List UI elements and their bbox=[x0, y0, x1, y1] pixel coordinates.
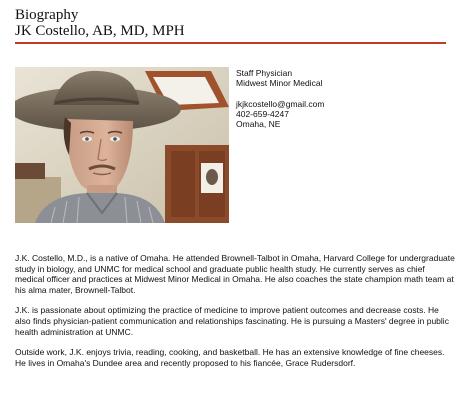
contact-info bbox=[236, 68, 456, 129]
header-divider bbox=[15, 42, 446, 44]
email[interactable]: jkjkcostello@gmail.com bbox=[236, 99, 325, 109]
bio-text bbox=[15, 253, 455, 378]
phone: 402-659-4247 bbox=[236, 109, 289, 119]
person-name: JK Costello, AB, MD, MPH bbox=[15, 23, 185, 39]
bio-paragraph: Outside work, J.K. enjoys trivia, reading, cooking, and basketball. He has an extensive knowledge of fine cheeses. He lives in Omaha's Dundee area and recently proposed to his fiancée, Grace Rudersdorf. bbox=[15, 347, 445, 368]
location: Omaha, NE bbox=[236, 119, 281, 129]
bio-paragraph: J.K. is passionate about optimizing the practice of medicine to improve patient outcomes and decrease costs. He also finds physician-patient communication and relationships fascinating. He is pursuing a Masters' degree in public health administration at UNMC. bbox=[15, 305, 449, 337]
portrait-photo bbox=[15, 67, 229, 223]
bio-paragraph: J.K. Costello, M.D., is a native of Omaha. He attended Brownell-Talbot in Omaha, Harvard College for undergraduate study in biology, and UNMC for medical school and graduate public health study. He currently serves as chief medical officer and practices at Midwest Minor Medical in Omaha. He also coaches the state champion math team at his alma mater, Brownell-Talbot. bbox=[15, 253, 455, 295]
organization: Midwest Minor Medical bbox=[236, 78, 323, 88]
page-header bbox=[15, 7, 455, 39]
job-title: Staff Physician bbox=[236, 68, 293, 78]
section-title: Biography bbox=[15, 7, 79, 23]
